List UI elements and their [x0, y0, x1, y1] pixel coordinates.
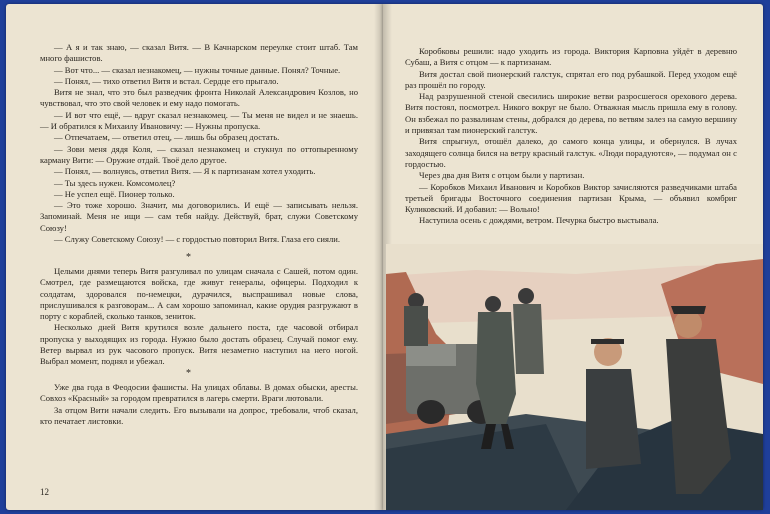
paragraph: Витя не знал, что это был разведчик фронта Николай Александрович Козлов, но чувствовал, что это свой человек и ему надо помогать.: [40, 87, 358, 109]
paragraph: Наступила осень с дождями, ветром. Печурка быстро выстывала.: [419, 215, 659, 226]
paragraph: Целыми днями теперь Витя разгуливал по улицам сначала с Сашей, потом один. Смотрел, где размещаются войска, где живут генералы, офицеры. Подходил к солдатам, здоровался по-немецки, дурачился, выспрашивал новые слова, прислушивался к разговорам... А сам хорошо запоминал, какие орудия разгружают в порту с кораблей, сколько танков, зениток.: [40, 266, 358, 322]
man-cap: [671, 306, 706, 314]
paragraph: Витя достал свой пионерский галстук, спрятал его под рубашкой. Перед уходом ещё раз прошёл по городу.: [405, 68, 737, 90]
car-window: [406, 344, 456, 366]
paragraph: — И вот что ещё, — вдруг сказал незнакомец. — Ты меня не видел и не знаешь. — И обратился к Михаилу Ивановичу: — Нужны пропуска.: [40, 109, 358, 132]
paragraph: — Не успел ещё. Пионер только.: [54, 188, 175, 199]
left-bottom-text: [40, 382, 358, 427]
page-number: 12: [40, 487, 49, 497]
left-mid-text: [40, 266, 358, 368]
paragraph: — Коробков Михаил Иванович и Коробков Виктор зачисляются разведчиками штаба третьей бригады Восточного соединения партизан Крыма, — объявил комбриг Куликовский. И добавил: — Вольно!: [405, 181, 737, 215]
car-wheel: [417, 400, 445, 424]
paragraph: — Вот что... — сказал незнакомец, — нужны точные данные. Понял? Точные.: [54, 64, 341, 75]
soldier-body: [476, 312, 516, 424]
soldier-head: [485, 296, 501, 312]
paragraph: Через два дня Витя с отцом были у партизан.: [419, 170, 585, 181]
section-separator-star: *: [186, 252, 191, 263]
left-top-text: [40, 42, 358, 245]
paragraph: — Зови меня дядя Коля, — сказал незнакомец и стукнул по оттопыренному карману Вити: — Оружие отдай. Твоё дело другое.: [40, 143, 358, 165]
paragraph: Уже два года в Феодосии фашисты. На улицах облавы. В домах обыски, аресты. Совхоз «Красный» за городом превратился в лагерь смерти. Враги лютовали.: [40, 382, 358, 404]
paragraph: — Отпечатаем, — ответил отец, — лишь бы образец достать.: [54, 132, 280, 143]
soldier-body: [404, 306, 428, 346]
paragraph: — А я и так знаю, — сказал Витя. — В Качнарском переулке стоит штаб. Там много фашистов.: [40, 42, 358, 64]
paragraph: — Служу Советскому Союзу! — с гордостью повторил Витя. Глаза его сияли.: [54, 234, 341, 245]
soldier-body: [513, 304, 544, 374]
paragraph: Коробковы решили: надо уходить из города. Виктория Карповна уйдёт в деревню Субаш, а Витя с отцом — к партизанам.: [405, 46, 737, 68]
paragraph: — Понял, — волнуясь, ответил Витя. — Я к партизанам хотел уходить.: [54, 166, 316, 177]
section-separator-star: *: [186, 368, 191, 379]
illustration-soldiers-and-boys: [386, 244, 763, 510]
paragraph: Над разрушенной стеной свесились широкие ветви разросшегося орехового дерева. Витя постоял, посмотрел. Никого вокруг не было. Отважная мысль пришла ему в голову. Он взбежал по развалинам стены, добрался до дерева, по ветвям залез на самую вершину и привязал там пионерский галстук.: [405, 91, 737, 136]
paragraph: Несколько дней Витя крутился возле дальнего поста, где часовой отбирал пропуска у выходящих из города. Нужно было достать образец. Случай помог ему. Ветер вырвал из рук часового пропуск. Витя незаметно наступил на него ногой. Выбрал момент, поднял и убежал.: [40, 322, 358, 367]
paragraph: Витя спрыгнул, отошёл далеко, до самого конца улицы, и обернулся. В лучах заходящего солнца бился на ветру красный галстук. «Люди порадуются», — подумал он с гордостью.: [405, 136, 737, 169]
soldier-head: [518, 288, 534, 304]
paragraph: — Это тоже хорошо. Значит, мы договорились. И ещё — записывать нельзя. Запоминай. Меня не ищи — сам тебя найду. Действуй, брат, служи Советскому Союзу!: [40, 200, 358, 233]
right-top-text: [405, 46, 737, 227]
boy-cap: [591, 339, 624, 344]
paragraph: — Понял, — тихо ответил Витя и встал. Сердце его прыгало.: [54, 75, 279, 86]
paragraph: — Ты здесь нужен. Комсомолец?: [54, 177, 176, 188]
paragraph: За отцом Вити начали следить. Его вызывали на допрос, требовали, чтоб сказал, кто печатает листовки.: [40, 404, 358, 426]
man-head: [674, 310, 702, 338]
